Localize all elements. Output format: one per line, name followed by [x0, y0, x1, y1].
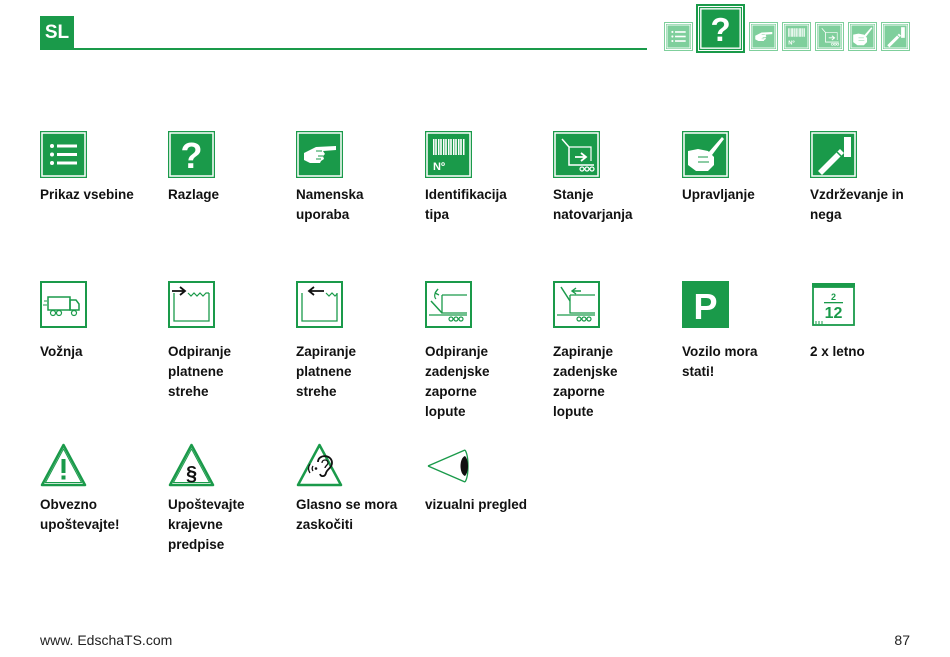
- legend-label: [40, 185, 134, 205]
- truck-driving-icon: [40, 281, 87, 328]
- legend-label-line: platnene: [296, 364, 352, 379]
- close-tailgate-icon: [553, 281, 600, 328]
- legend-label-line: 2 x letno: [810, 344, 865, 359]
- close-tarpaulin-roof-icon: [296, 281, 343, 328]
- svg-text:Nº: Nº: [433, 161, 445, 173]
- legend-label-line: lopute: [425, 404, 466, 419]
- legend-label: [40, 495, 120, 535]
- legend-label-line: Vozilo mora: [682, 344, 758, 359]
- legend-label-line: zaporne: [553, 384, 605, 399]
- legend-label-line: Zapiranje: [553, 344, 614, 359]
- nav-button-loading-state[interactable]: [816, 23, 843, 50]
- pointing-hand-icon: [296, 131, 343, 178]
- svg-text:?: ?: [710, 10, 731, 48]
- maintenance-icon: [810, 131, 857, 178]
- legend-label-line: krajevne: [168, 517, 223, 532]
- legend-label-line: zadenjske: [553, 364, 618, 379]
- legend-label: [425, 185, 507, 225]
- legend-label: [425, 495, 527, 515]
- list-icon: [666, 24, 691, 49]
- legend-label-line: Upravljanje: [682, 187, 755, 202]
- page-number: 87: [894, 632, 910, 648]
- open-tailgate-icon: [425, 281, 472, 328]
- legend-label-line: Razlage: [168, 187, 220, 202]
- legend-label-line: Stanje: [553, 187, 594, 202]
- legend-label-line: nega: [810, 207, 842, 222]
- operating-hand-icon: [682, 131, 729, 178]
- legend-label: [553, 342, 618, 422]
- legend-label-line: zadenjske: [425, 364, 490, 379]
- paragraph-icon: [168, 442, 215, 489]
- legend-label: [168, 342, 231, 402]
- parking-icon: [682, 281, 729, 328]
- legend-label-line: platnene: [168, 364, 224, 379]
- legend-label-line: Vožnja: [40, 344, 83, 359]
- legend-label-line: Upoštevajte: [168, 497, 245, 512]
- legend-label-line: Namenska: [296, 187, 364, 202]
- nav-button-pointing-hand[interactable]: [750, 23, 777, 50]
- footer-url[interactable]: www. EdschaTS.com: [40, 632, 173, 648]
- legend-label-line: strehe: [168, 384, 209, 399]
- nav-button-maintenance[interactable]: [882, 23, 909, 50]
- legend-label-line: Identifikacija: [425, 187, 507, 202]
- nav-button-list[interactable]: [665, 23, 692, 50]
- question-icon: [699, 7, 742, 50]
- legend-label: [168, 495, 245, 555]
- legend-label-line: predpise: [168, 537, 225, 552]
- legend-label: [810, 342, 865, 362]
- header-rule: [40, 48, 647, 50]
- legend-label: [682, 342, 758, 382]
- legend-label: [810, 185, 904, 225]
- legend-label-line: Glasno se mora: [296, 497, 398, 512]
- warning-icon: [40, 442, 87, 489]
- svg-text:?: ?: [180, 135, 203, 176]
- legend-label-line: Odpiranje: [168, 344, 232, 359]
- operating-hand-icon: [850, 24, 875, 49]
- loading-state-icon: [553, 131, 600, 178]
- svg-text:12: 12: [824, 305, 843, 322]
- legend-label-line: uporaba: [296, 207, 350, 222]
- question-icon: [168, 131, 215, 178]
- legend-label-line: Vzdrževanje in: [810, 187, 904, 202]
- legend-label: [682, 185, 755, 205]
- barcode-icon: [425, 131, 472, 178]
- legend-label: [425, 342, 490, 422]
- loading-state-icon: [817, 24, 842, 49]
- svg-text:Nº: Nº: [788, 40, 795, 47]
- language-badge: SL: [40, 16, 74, 49]
- legend-label-line: Odpiranje: [425, 344, 489, 359]
- list-icon: [40, 131, 87, 178]
- svg-text:2: 2: [830, 292, 837, 302]
- legend-label-line: strehe: [296, 384, 337, 399]
- barcode-icon: [784, 24, 809, 49]
- legend-label: [296, 185, 364, 225]
- legend-label-line: vizualni pregled: [425, 497, 528, 512]
- nav-button-question[interactable]: [698, 6, 743, 51]
- legend-label-line: stati!: [682, 364, 715, 379]
- open-tarpaulin-roof-icon: [168, 281, 215, 328]
- legend-label-line: Zapiranje: [296, 344, 357, 359]
- nav-button-barcode[interactable]: [783, 23, 810, 50]
- calendar-twice-yearly-icon: [810, 281, 857, 328]
- legend-label: [296, 495, 397, 535]
- audible-click-icon: [296, 442, 343, 489]
- maintenance-icon: [883, 24, 908, 49]
- legend-label: [40, 342, 83, 362]
- svg-text:P: P: [693, 286, 718, 327]
- eye-visual-check-icon: [425, 442, 472, 489]
- legend-label-line: natovarjanja: [553, 207, 633, 222]
- legend-label: [553, 185, 633, 225]
- legend-label-line: lopute: [553, 404, 594, 419]
- svg-text:§: §: [185, 463, 198, 485]
- legend-label-line: zaporne: [425, 384, 477, 399]
- legend-label: [168, 185, 219, 205]
- legend-label-line: upoštevajte!: [40, 517, 120, 532]
- legend-label-line: tipa: [425, 207, 450, 222]
- legend-label-line: zaskočiti: [296, 517, 354, 532]
- nav-button-operating-hand[interactable]: [849, 23, 876, 50]
- legend-label: [296, 342, 356, 402]
- legend-label-line: Obvezno: [40, 497, 98, 512]
- legend-label-line: Prikaz vsebine: [40, 187, 134, 202]
- pointing-hand-icon: [751, 24, 776, 49]
